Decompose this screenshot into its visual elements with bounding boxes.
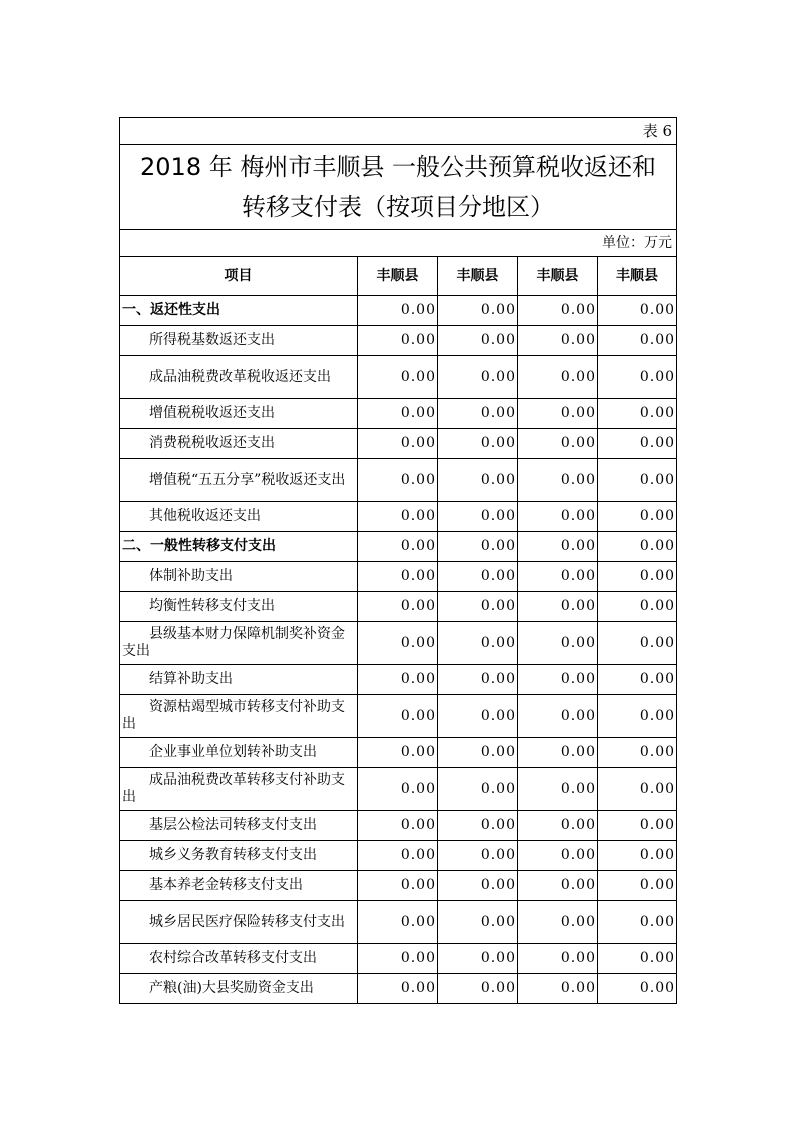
row-value: 0.00 [358, 974, 438, 1004]
table-row [120, 944, 677, 974]
row-value: 0.00 [438, 429, 518, 459]
header-region-1: 丰顺县 [358, 257, 438, 296]
row-value: 0.00 [518, 841, 598, 871]
row-value: 0.00 [598, 901, 677, 944]
row-value: 0.00 [358, 502, 438, 532]
table-row [120, 738, 677, 768]
row-value: 0.00 [518, 429, 598, 459]
row-value: 0.00 [358, 326, 438, 356]
row-value: 0.00 [358, 459, 438, 502]
row-value: 0.00 [358, 562, 438, 592]
table-row [120, 871, 677, 901]
row-label: 县级基本财力保障机制奖补资金支出 [120, 622, 358, 665]
row-value: 0.00 [438, 901, 518, 944]
table-row [120, 532, 677, 562]
table-row [120, 326, 677, 356]
row-value: 0.00 [358, 901, 438, 944]
header-region-2: 丰顺县 [438, 257, 518, 296]
row-label: 增值税“五五分享”税收返还支出 [120, 459, 358, 502]
row-value: 0.00 [598, 592, 677, 622]
row-value: 0.00 [598, 296, 677, 326]
header-item: 项目 [120, 257, 358, 296]
row-value: 0.00 [438, 841, 518, 871]
row-value: 0.00 [518, 459, 598, 502]
row-value: 0.00 [438, 459, 518, 502]
row-value: 0.00 [358, 944, 438, 974]
row-value: 0.00 [518, 296, 598, 326]
title-row [120, 145, 677, 230]
row-value: 0.00 [598, 429, 677, 459]
table-row [120, 665, 677, 695]
unit-label: 单位：万元 [120, 230, 677, 257]
row-value: 0.00 [518, 768, 598, 811]
row-value: 0.00 [598, 768, 677, 811]
budget-table-sheet [119, 117, 676, 1004]
row-value: 0.00 [518, 695, 598, 738]
row-label: 基层公检法司转移支付支出 [120, 811, 358, 841]
table-row [120, 296, 677, 326]
row-value: 0.00 [438, 665, 518, 695]
table-row [120, 841, 677, 871]
table-row [120, 592, 677, 622]
row-value: 0.00 [598, 356, 677, 399]
row-value: 0.00 [438, 768, 518, 811]
row-value: 0.00 [518, 811, 598, 841]
row-value: 0.00 [358, 695, 438, 738]
row-value: 0.00 [518, 738, 598, 768]
row-value: 0.00 [598, 502, 677, 532]
table-row [120, 562, 677, 592]
row-value: 0.00 [518, 592, 598, 622]
row-value: 0.00 [598, 459, 677, 502]
budget-table [119, 117, 677, 1004]
row-value: 0.00 [438, 622, 518, 665]
row-value: 0.00 [438, 695, 518, 738]
table-row [120, 459, 677, 502]
row-value: 0.00 [518, 974, 598, 1004]
header-region-4: 丰顺县 [598, 257, 677, 296]
table-row [120, 901, 677, 944]
row-value: 0.00 [438, 399, 518, 429]
row-value: 0.00 [518, 665, 598, 695]
row-value: 0.00 [518, 326, 598, 356]
row-label: 农村综合改革转移支付支出 [120, 944, 358, 974]
row-value: 0.00 [358, 871, 438, 901]
row-value: 0.00 [358, 296, 438, 326]
row-value: 0.00 [598, 738, 677, 768]
table-tag-row [120, 118, 677, 145]
row-value: 0.00 [438, 356, 518, 399]
row-value: 0.00 [438, 502, 518, 532]
unit-row [120, 230, 677, 257]
row-label: 资源枯竭型城市转移支付补助支出 [120, 695, 358, 738]
table-row [120, 695, 677, 738]
row-value: 0.00 [518, 532, 598, 562]
row-value: 0.00 [358, 532, 438, 562]
row-value: 0.00 [598, 811, 677, 841]
row-value: 0.00 [358, 738, 438, 768]
row-value: 0.00 [598, 562, 677, 592]
table-row [120, 974, 677, 1004]
table-row [120, 399, 677, 429]
row-label: 均衡性转移支付支出 [120, 592, 358, 622]
row-label: 二、一般性转移支付支出 [120, 532, 358, 562]
row-value: 0.00 [598, 399, 677, 429]
row-value: 0.00 [438, 871, 518, 901]
row-value: 0.00 [518, 399, 598, 429]
row-value: 0.00 [438, 592, 518, 622]
row-value: 0.00 [518, 871, 598, 901]
row-value: 0.00 [438, 562, 518, 592]
row-value: 0.00 [438, 738, 518, 768]
row-value: 0.00 [358, 622, 438, 665]
row-label: 企业事业单位划转补助支出 [120, 738, 358, 768]
row-value: 0.00 [598, 665, 677, 695]
row-value: 0.00 [438, 326, 518, 356]
row-label: 增值税税收返还支出 [120, 399, 358, 429]
row-label: 其他税收返还支出 [120, 502, 358, 532]
table-row [120, 502, 677, 532]
table-row [120, 429, 677, 459]
row-value: 0.00 [358, 811, 438, 841]
row-value: 0.00 [358, 429, 438, 459]
table-row [120, 356, 677, 399]
row-value: 0.00 [598, 695, 677, 738]
row-value: 0.00 [518, 562, 598, 592]
row-value: 0.00 [438, 532, 518, 562]
row-value: 0.00 [598, 871, 677, 901]
row-label: 城乡居民医疗保险转移支付支出 [120, 901, 358, 944]
row-value: 0.00 [358, 356, 438, 399]
row-label: 成品油税费改革转移支付补助支出 [120, 768, 358, 811]
title-line-1: 2018 年 梅州市丰顺县 一般公共预算税收返还和 [140, 153, 656, 181]
row-value: 0.00 [518, 356, 598, 399]
row-value: 0.00 [358, 399, 438, 429]
row-value: 0.00 [598, 532, 677, 562]
row-value: 0.00 [438, 296, 518, 326]
row-value: 0.00 [598, 622, 677, 665]
table-row [120, 811, 677, 841]
row-label: 一、返还性支出 [120, 296, 358, 326]
row-label: 基本养老金转移支付支出 [120, 871, 358, 901]
row-value: 0.00 [438, 974, 518, 1004]
row-value: 0.00 [358, 592, 438, 622]
row-label: 体制补助支出 [120, 562, 358, 592]
title-line-2: 转移支付表（按项目分地区） [242, 193, 554, 221]
row-label: 成品油税费改革税收返还支出 [120, 356, 358, 399]
header-region-3: 丰顺县 [518, 257, 598, 296]
table-tag: 表 6 [120, 118, 677, 145]
row-value: 0.00 [598, 974, 677, 1004]
row-value: 0.00 [358, 665, 438, 695]
row-value: 0.00 [438, 811, 518, 841]
row-value: 0.00 [358, 841, 438, 871]
row-label: 产粮(油)大县奖励资金支出 [120, 974, 358, 1004]
row-label: 所得税基数返还支出 [120, 326, 358, 356]
row-value: 0.00 [358, 768, 438, 811]
row-value: 0.00 [518, 622, 598, 665]
row-value: 0.00 [598, 841, 677, 871]
table-row [120, 622, 677, 665]
table-title [120, 145, 677, 230]
row-label: 结算补助支出 [120, 665, 358, 695]
row-value: 0.00 [598, 326, 677, 356]
table-row [120, 768, 677, 811]
row-value: 0.00 [518, 944, 598, 974]
row-value: 0.00 [598, 944, 677, 974]
row-label: 城乡义务教育转移支付支出 [120, 841, 358, 871]
header-row [120, 257, 677, 296]
row-value: 0.00 [518, 901, 598, 944]
row-label: 消费税税收返还支出 [120, 429, 358, 459]
row-value: 0.00 [518, 502, 598, 532]
row-value: 0.00 [438, 944, 518, 974]
